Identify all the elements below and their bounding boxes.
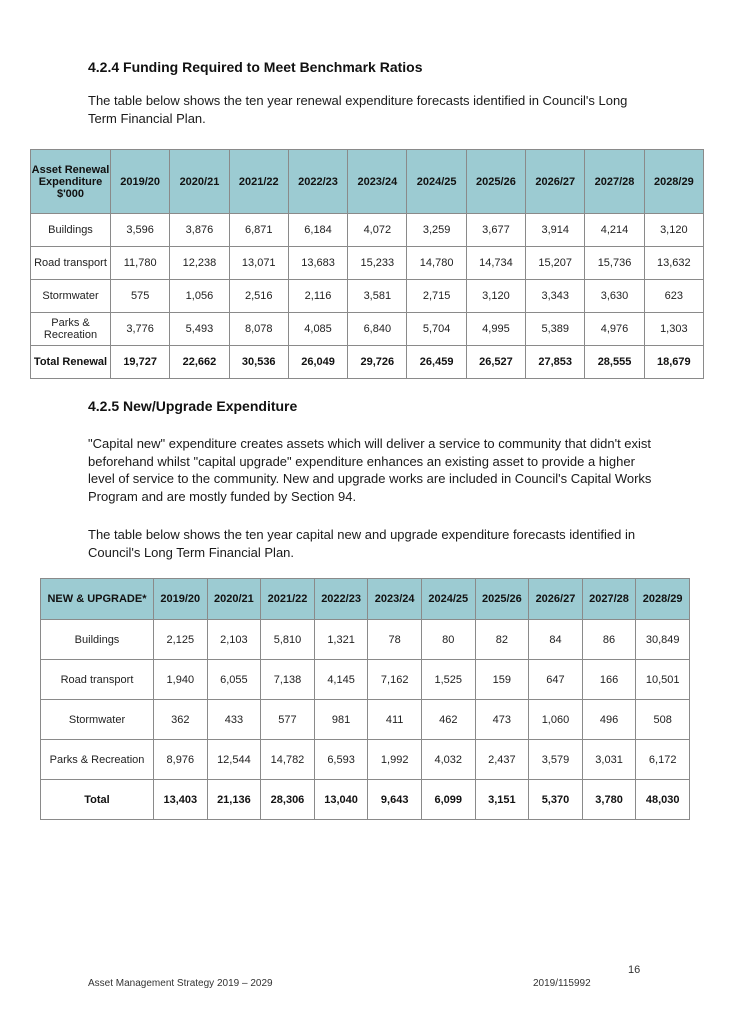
new-upgrade-expenditure-table xyxy=(40,578,690,820)
column-header-year: 2020/21 xyxy=(207,579,261,620)
total-value-cell: 5,370 xyxy=(529,780,583,820)
total-value-cell: 26,459 xyxy=(407,346,466,379)
footer-document-title: Asset Management Strategy 2019 – 2029 xyxy=(88,978,273,989)
value-cell: 166 xyxy=(582,660,636,700)
column-header-label: NEW & UPGRADE* xyxy=(41,579,154,620)
value-cell: 3,914 xyxy=(526,214,585,247)
value-cell: 3,120 xyxy=(466,280,525,313)
total-value-cell: 13,040 xyxy=(314,780,368,820)
table-row xyxy=(31,214,704,247)
value-cell: 84 xyxy=(529,620,583,660)
row-label-cell: Road transport xyxy=(41,660,154,700)
value-cell: 3,579 xyxy=(529,740,583,780)
column-header-year: 2021/22 xyxy=(261,579,315,620)
value-cell: 6,184 xyxy=(288,214,347,247)
table-row xyxy=(41,700,690,740)
value-cell: 3,596 xyxy=(111,214,170,247)
value-cell: 2,516 xyxy=(229,280,288,313)
value-cell: 11,780 xyxy=(111,247,170,280)
value-cell: 12,544 xyxy=(207,740,261,780)
total-value-cell: 26,049 xyxy=(288,346,347,379)
total-label-cell: Total Renewal xyxy=(31,346,111,379)
row-label-cell: Stormwater xyxy=(31,280,111,313)
value-cell: 433 xyxy=(207,700,261,740)
value-cell: 3,630 xyxy=(585,280,644,313)
column-header-year: 2028/29 xyxy=(644,150,703,214)
total-value-cell: 19,727 xyxy=(111,346,170,379)
value-cell: 80 xyxy=(421,620,475,660)
value-cell: 4,032 xyxy=(421,740,475,780)
value-cell: 1,525 xyxy=(421,660,475,700)
total-value-cell: 18,679 xyxy=(644,346,703,379)
row-label-cell: Parks & Recreation xyxy=(31,313,111,346)
total-value-cell: 30,536 xyxy=(229,346,288,379)
value-cell: 462 xyxy=(421,700,475,740)
row-label-cell: Stormwater xyxy=(41,700,154,740)
value-cell: 5,389 xyxy=(526,313,585,346)
total-value-cell: 22,662 xyxy=(170,346,229,379)
value-cell: 14,780 xyxy=(407,247,466,280)
total-value-cell: 27,853 xyxy=(526,346,585,379)
value-cell: 5,704 xyxy=(407,313,466,346)
value-cell: 159 xyxy=(475,660,529,700)
column-header-year: 2023/24 xyxy=(348,150,407,214)
value-cell: 6,055 xyxy=(207,660,261,700)
column-header-year: 2019/20 xyxy=(154,579,208,620)
value-cell: 6,593 xyxy=(314,740,368,780)
section-heading-funding: 4.2.4 Funding Required to Meet Benchmark Ratios xyxy=(88,59,423,75)
section-paragraph-capital-new: "Capital new" expenditure creates assets which will deliver a service to community that didn't exist beforehand whilst "capital upgrade" expenditure enhances an existing asset to provide a higher level of service to the community. New and upgrade works are included in Council's Capital Works Program and are mostly funded by Section 94. xyxy=(88,436,652,504)
table-row xyxy=(31,247,704,280)
column-header-label: Asset Renewal Expenditure $'000 xyxy=(31,150,111,214)
table-row xyxy=(41,620,690,660)
value-cell: 3,259 xyxy=(407,214,466,247)
column-header-year: 2024/25 xyxy=(407,150,466,214)
value-cell: 4,145 xyxy=(314,660,368,700)
column-header-year: 2023/24 xyxy=(368,579,422,620)
value-cell: 15,736 xyxy=(585,247,644,280)
total-value-cell: 3,151 xyxy=(475,780,529,820)
column-header-year: 2025/26 xyxy=(475,579,529,620)
value-cell: 6,871 xyxy=(229,214,288,247)
value-cell: 13,632 xyxy=(644,247,703,280)
value-cell: 15,207 xyxy=(526,247,585,280)
value-cell: 1,056 xyxy=(170,280,229,313)
value-cell: 10,501 xyxy=(636,660,690,700)
value-cell: 15,233 xyxy=(348,247,407,280)
value-cell: 13,071 xyxy=(229,247,288,280)
column-header-year: 2027/28 xyxy=(582,579,636,620)
value-cell: 5,810 xyxy=(261,620,315,660)
column-header-year: 2022/23 xyxy=(288,150,347,214)
row-label-cell: Buildings xyxy=(41,620,154,660)
total-value-cell: 29,726 xyxy=(348,346,407,379)
value-cell: 8,976 xyxy=(154,740,208,780)
value-cell: 2,103 xyxy=(207,620,261,660)
row-label-cell: Buildings xyxy=(31,214,111,247)
page-number: 16 xyxy=(628,964,641,976)
column-header-year: 2028/29 xyxy=(636,579,690,620)
value-cell: 6,840 xyxy=(348,313,407,346)
value-cell: 3,343 xyxy=(526,280,585,313)
column-header-year: 2021/22 xyxy=(229,150,288,214)
value-cell: 4,214 xyxy=(585,214,644,247)
column-header-year: 2024/25 xyxy=(421,579,475,620)
value-cell: 647 xyxy=(529,660,583,700)
total-row xyxy=(31,346,704,379)
total-value-cell: 48,030 xyxy=(636,780,690,820)
total-value-cell: 28,555 xyxy=(585,346,644,379)
value-cell: 6,172 xyxy=(636,740,690,780)
value-cell: 3,581 xyxy=(348,280,407,313)
value-cell: 7,138 xyxy=(261,660,315,700)
value-cell: 3,876 xyxy=(170,214,229,247)
value-cell: 86 xyxy=(582,620,636,660)
value-cell: 14,782 xyxy=(261,740,315,780)
value-cell: 981 xyxy=(314,700,368,740)
row-label-cell: Road transport xyxy=(31,247,111,280)
value-cell: 1,303 xyxy=(644,313,703,346)
table-header-row xyxy=(41,579,690,620)
column-header-year: 2022/23 xyxy=(314,579,368,620)
table-header-row xyxy=(31,150,704,214)
value-cell: 575 xyxy=(111,280,170,313)
value-cell: 411 xyxy=(368,700,422,740)
section-intro-funding: The table below shows the ten year renewal expenditure forecasts identified in Council's Long Term Financial Plan. xyxy=(88,93,628,126)
total-value-cell: 28,306 xyxy=(261,780,315,820)
value-cell: 3,776 xyxy=(111,313,170,346)
column-header-year: 2027/28 xyxy=(585,150,644,214)
value-cell: 8,078 xyxy=(229,313,288,346)
value-cell: 13,683 xyxy=(288,247,347,280)
value-cell: 78 xyxy=(368,620,422,660)
value-cell: 1,992 xyxy=(368,740,422,780)
column-header-year: 2026/27 xyxy=(529,579,583,620)
value-cell: 2,125 xyxy=(154,620,208,660)
total-value-cell: 21,136 xyxy=(207,780,261,820)
value-cell: 4,976 xyxy=(585,313,644,346)
section-intro-new-upgrade: The table below shows the ten year capital new and upgrade expenditure forecasts identified in Council's Long Term Financial Plan. xyxy=(88,527,636,560)
value-cell: 1,940 xyxy=(154,660,208,700)
table-row xyxy=(41,740,690,780)
value-cell: 4,085 xyxy=(288,313,347,346)
column-header-year: 2019/20 xyxy=(111,150,170,214)
column-header-year: 2026/27 xyxy=(526,150,585,214)
row-label-cell: Parks & Recreation xyxy=(41,740,154,780)
table-row xyxy=(31,280,704,313)
value-cell: 508 xyxy=(636,700,690,740)
value-cell: 496 xyxy=(582,700,636,740)
value-cell: 2,116 xyxy=(288,280,347,313)
column-header-year: 2020/21 xyxy=(170,150,229,214)
value-cell: 4,072 xyxy=(348,214,407,247)
value-cell: 1,321 xyxy=(314,620,368,660)
section-heading-new-upgrade: 4.2.5 New/Upgrade Expenditure xyxy=(88,398,298,414)
renewal-expenditure-table xyxy=(30,149,704,379)
value-cell: 3,677 xyxy=(466,214,525,247)
value-cell: 1,060 xyxy=(529,700,583,740)
value-cell: 473 xyxy=(475,700,529,740)
total-value-cell: 9,643 xyxy=(368,780,422,820)
value-cell: 3,031 xyxy=(582,740,636,780)
value-cell: 14,734 xyxy=(466,247,525,280)
value-cell: 5,493 xyxy=(170,313,229,346)
column-header-year: 2025/26 xyxy=(466,150,525,214)
total-value-cell: 13,403 xyxy=(154,780,208,820)
value-cell: 577 xyxy=(261,700,315,740)
table-row xyxy=(41,660,690,700)
total-row xyxy=(41,780,690,820)
value-cell: 2,715 xyxy=(407,280,466,313)
value-cell: 7,162 xyxy=(368,660,422,700)
value-cell: 3,120 xyxy=(644,214,703,247)
value-cell: 362 xyxy=(154,700,208,740)
table-row xyxy=(31,313,704,346)
value-cell: 4,995 xyxy=(466,313,525,346)
total-value-cell: 3,780 xyxy=(582,780,636,820)
total-label-cell: Total xyxy=(41,780,154,820)
value-cell: 623 xyxy=(644,280,703,313)
value-cell: 2,437 xyxy=(475,740,529,780)
footer-document-reference: 2019/115992 xyxy=(533,978,591,989)
value-cell: 82 xyxy=(475,620,529,660)
value-cell: 12,238 xyxy=(170,247,229,280)
total-value-cell: 6,099 xyxy=(421,780,475,820)
value-cell: 30,849 xyxy=(636,620,690,660)
total-value-cell: 26,527 xyxy=(466,346,525,379)
